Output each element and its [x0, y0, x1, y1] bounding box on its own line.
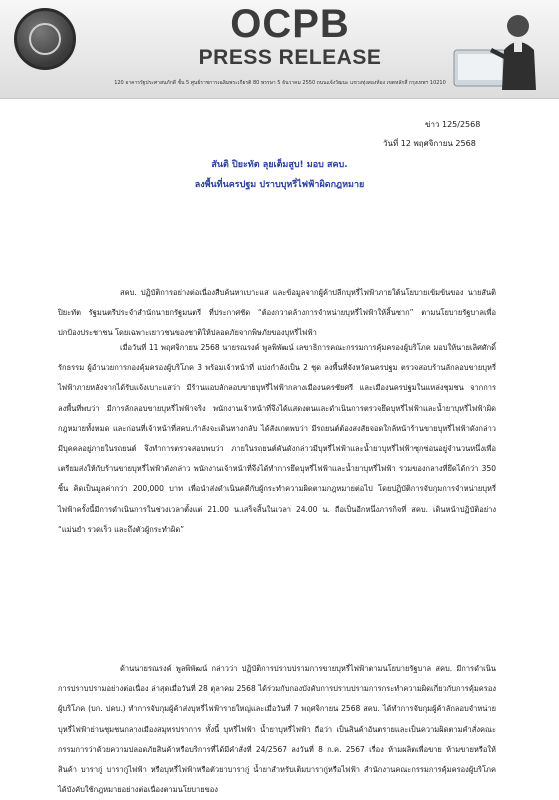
presenter-mascot-icon	[452, 4, 544, 94]
headline-line-2: ลงพื้นที่นครปฐม ปราบบุหรี่ไฟฟ้าผิดกฎหมาย	[194, 180, 365, 190]
press-release-banner	[0, 0, 559, 99]
press-release-body	[0, 100, 559, 795]
paragraph: สคบ. ปฏิบัติการอย่างต่อเนื่องสืบค้นหาเบาะแส และข้อมูลจากผู้ค้าปลีกบุหรี่ไฟฟ้าภายใต้นโยบายเข้มข้นของ นายสันติ ปิยะทัต รัฐมนตรีประจำสำนักนายกรัฐมนตรี ที่ประกาศชัด “ต้องกวาดล้างการจำหน่ายบุหรี่ไฟฟ้าให้สิ้นซาก” ตามนโยบายรัฐบาลเพื่อปกป้องประชาชน โดยเฉพาะเยาวชนของชาติให้ปลอดภัยจากพิษภัยของบุหรี่ไฟฟ้า	[58, 288, 496, 338]
ocpb-seal-icon	[14, 8, 76, 70]
paragraph: เมื่อวันที่ 11 พฤศจิกายน 2568 นายรณรงค์ พูลพิพัฒน์ เลขาธิการคณะกรรมการคุ้มครองผู้บริโภค มอบให้นายเลิศศักดิ์ รักธรรม ผู้อำนวยการกองคุ้มครองผู้บริโภค 3 พร้อมเจ้าหน้าที่ แบ่งกำลังเป็น 2 ชุด ลงพื้นที่จังหวัดนครปฐม ตรวจสอบร้านลักลอบขายบุหรี่ไฟฟ้าภายหลังจากได้รับแจ้งเบาะแสว่า มีร้านแอบลักลอบขายบุหรี่ไฟฟ้ากลางเมืองนครชัยศรี และเมืองนครปฐมในแหล่งชุมชน จากการลงพื้นที่พบว่า มีการลักลอบขายบุหรี่ไฟฟ้าจริง พนักงานเจ้าหน้าที่จึงได้แสดงตนและดำเนินการตรวจยึดบุหรี่ไฟฟ้าและน้ำยาบุหรี่ไฟฟ้าผิดกฎหมายทั้งหมด และก่อนที่เจ้าหน้าที่สคบ.กำลังจะเดินทางกลับ ได้สังเกตพบว่า มีรถยนต์ต้องสงสัยจอดใกล้หน้าร้านขายบุหรี่ไฟฟ้าดังกล่าว มีบุคคลอยู่ภายในรถยนต์ จึงทำการตรวจสอบพบว่า ภายในรถยนต์คันดังกล่าวมีบุหรี่ไฟฟ้าและน้ำยาบุหรี่ไฟฟ้าซุกซ่อนอยู่จำนวนหนึ่งเพื่อเตรียมส่งให้กับร้านขายบุหรี่ไฟฟ้าดังกล่าว พนักงานเจ้าหน้าที่จึงได้ทำการยึดบุหรี่ไฟฟ้าและน้ำยาบุหรี่ไฟฟ้า รวมของกลางที่ยึดได้กว่า 350 ชิ้น คิดเป็นมูลค่ากว่า 200,000 บาท เพื่อนำส่งดำเนินคดีกับผู้กระทำความผิดตามกฎหมายต่อไป โดยปฏิบัติการจับกุมการจำหน่ายบุหรี่ไฟฟ้าครั้งนี้มีการดำเนินการในช่วงเวลาตั้งแต่ 21.00 น.เสร็จสิ้นในเวลา 24.00 น. ถือเป็นอีกหนึ่งภารกิจที่ สคบ. เดินหน้าปฏิบัติอย่าง “แม่นยำ รวดเร็ว และถึงตัวผู้กระทำผิด”	[58, 343, 496, 534]
banner-subtitle: PRESS RELEASE	[198, 46, 382, 69]
office-address: 120 อาคารรัฐประศาสนภักดี ชั้น 5 ศูนย์ราชการเฉลิมพระเกียรติ 80 พรรษา 5 ธันวาคม 2550 ถนนแจ้งวัฒนะ แขวงทุ่งสองห้อง เขตหลักสี่ กรุงเทพฯ 10210	[114, 80, 446, 86]
headline	[40, 155, 519, 195]
document-date: วันที่ 12 พฤศจิกายน 2568	[383, 139, 476, 148]
paragraph: ด้านนายรณรงค์ พูลพิพัฒน์ กล่าวว่า ปฏิบัติการปราบปรามการขายบุหรี่ไฟฟ้าตามนโยบายรัฐบาล สคบ. มีการดำเนินการปราบปรามอย่างต่อเนื่อง ล่าสุดเมื่อวันที่ 28 ตุลาคม 2568 ได้ร่วมกับกองบังคับการปราบปรามการกระทำความผิดเกี่ยวกับการคุ้มครองผู้บริโภค (บก. ปคบ.) ทำการจับกุมผู้ค้าส่งบุหรี่ไฟฟ้ารายใหญ่และเมื่อวันที่ 7 พฤศจิกายน 2568 สคบ. ได้ทำการจับกุมผู้ค้าลักลอบจำหน่ายบุหรี่ไฟฟ้าย่านชุมชนกลางเมืองสมุทรปราการ ทั้งนี้ บุหรี่ไฟฟ้า น้ำยาบุหรี่ไฟฟ้า ถือว่า เป็นสินค้าอันตรายและเป็นความผิดตามคำสั่งคณะกรรมการว่าด้วยความปลอดภัยสินค้าหรือบริการที่ได้มีคำสั่งที่ 24/2567 ลงวันที่ 8 ก.ค. 2567 เรื่อง ห้ามผลิตเพื่อขาย ห้ามขายหรือให้สินค้า บารากู่ บารากู่ไฟฟ้า หรือบุหรี่ไฟฟ้าหรือตัวยาบารากู่ น้ำยาสำหรับเติมบารากู่หรือไฟฟ้า สำนักงานคณะกรรมการคุ้มครองผู้บริโภคได้บังคับใช้กฎหมายอย่างต่อเนื่องตามนโยบายของ	[58, 664, 496, 795]
headline-line-1: สันติ ปิยะทัต ลุยเต็มสูบ! มอบ สคบ.	[211, 160, 348, 170]
banner-title: OCPB	[230, 2, 350, 46]
document-number: ข่าว 125/2568	[425, 120, 481, 129]
